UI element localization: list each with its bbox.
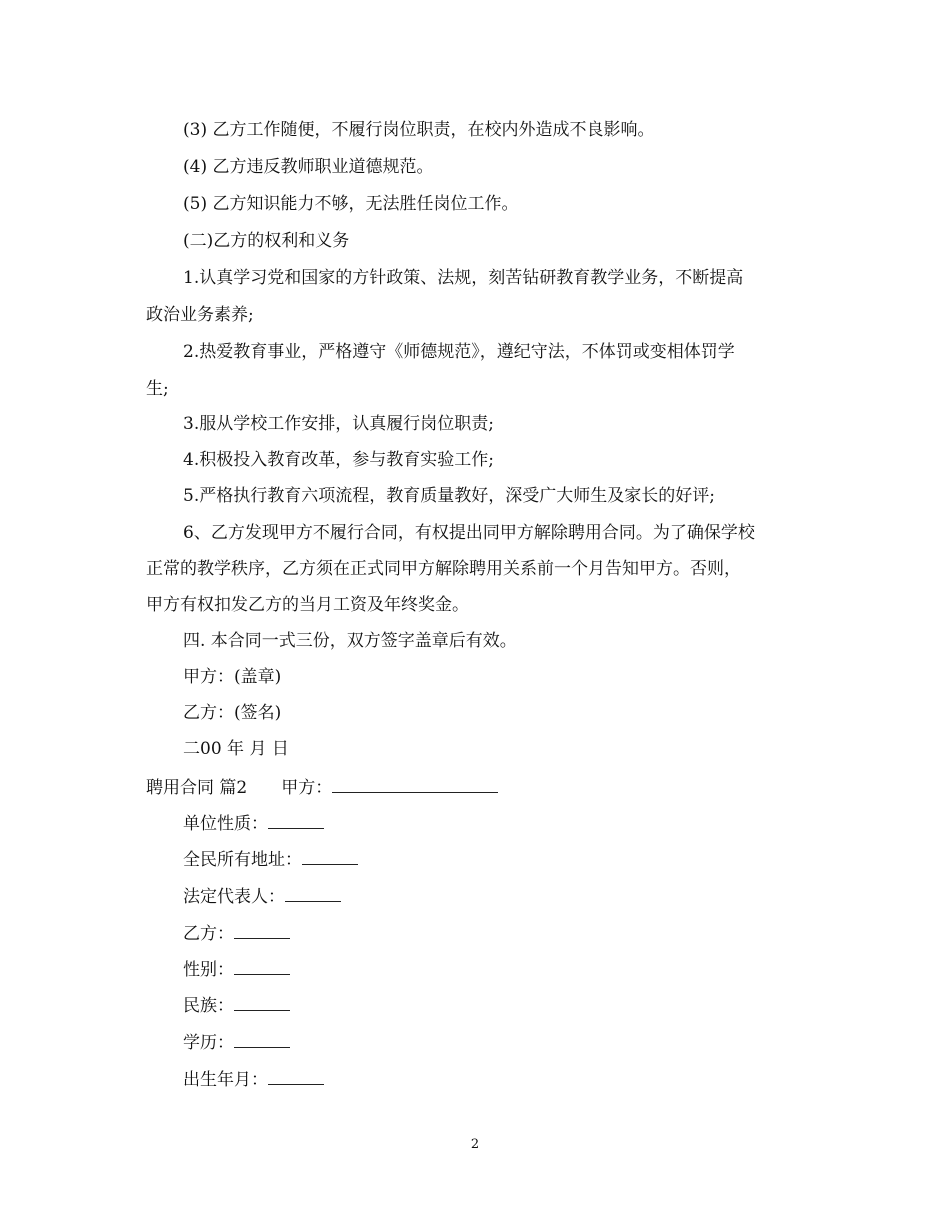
clause-5: (5) 乙方知识能力不够，无法胜任岗位工作。: [183, 194, 519, 214]
section-2-heading-line: [146, 774, 498, 798]
field-gender: [183, 956, 290, 980]
field-label: 全民所有地址：: [183, 850, 302, 870]
party-a-blank: [332, 774, 498, 793]
field-label: 法定代表人：: [183, 887, 285, 907]
field-blank: [268, 810, 324, 829]
date-line: 二00 年 月 日: [183, 739, 289, 759]
duty-1-line-1: 1.认真学习党和国家的方针政策、法规，刻苦钻研教育教学业务，不断提高: [183, 268, 744, 288]
clause-four: 四. 本合同一式三份，双方签字盖章后有效。: [183, 631, 517, 651]
field-blank: [234, 956, 290, 975]
field-blank: [285, 883, 341, 902]
clause-4: (4) 乙方违反教师职业道德规范。: [183, 157, 434, 177]
section-heading-rights-duties: (二)乙方的权利和义务: [183, 231, 350, 251]
duty-3: 3.服从学校工作安排，认真履行岗位职责;: [183, 414, 494, 434]
field-label: 民族：: [183, 996, 234, 1016]
duty-6-line-1: 6、乙方发现甲方不履行合同，有权提出同甲方解除聘用合同。为了确保学校: [183, 523, 755, 543]
field-label: 学历：: [183, 1033, 234, 1053]
field-blank: [234, 920, 290, 939]
field-blank: [302, 846, 358, 865]
duty-1-line-2: 政治业务素养;: [146, 305, 254, 325]
party-a-seal: 甲方：(盖章): [183, 667, 282, 687]
page-number: 2: [470, 1137, 480, 1152]
duty-6-line-2: 正常的教学秩序，乙方须在正式同甲方解除聘用关系前一个月告知甲方。否则，: [146, 559, 741, 579]
duty-6-line-3: 甲方有权扣发乙方的当月工资及年终奖金。: [146, 595, 469, 615]
section-2-title: 聘用合同 篇2: [146, 778, 248, 798]
party-b-signature: 乙方：(签名): [183, 703, 282, 723]
field-blank: [234, 992, 290, 1011]
section-2-party-a-label: 甲方：: [281, 778, 333, 798]
clause-3: (3) 乙方工作随便，不履行岗位职责，在校内外造成不良影响。: [183, 120, 655, 140]
field-unit-nature: [183, 810, 324, 834]
field-blank: [268, 1066, 324, 1085]
field-birth-date: [183, 1066, 324, 1090]
field-label: 性别：: [183, 960, 234, 980]
field-address: [183, 846, 358, 870]
duty-2-line-2: 生;: [146, 379, 169, 399]
field-label: 单位性质：: [183, 814, 268, 834]
field-label: 出生年月：: [183, 1070, 268, 1090]
field-ethnicity: [183, 992, 290, 1016]
field-label: 乙方：: [183, 924, 234, 944]
field-education: [183, 1029, 290, 1053]
duty-2-line-1: 2.热爱教育事业，严格遵守《师德规范》，遵纪守法，不体罚或变相体罚学: [183, 342, 735, 362]
duty-4: 4.积极投入教育改革，参与教育实验工作;: [183, 450, 494, 470]
field-party-b: [183, 920, 290, 944]
field-legal-rep: [183, 883, 341, 907]
duty-5: 5.严格执行教育六项流程，教育质量教好，深受广大师生及家长的好评;: [183, 486, 715, 506]
field-blank: [234, 1029, 290, 1048]
